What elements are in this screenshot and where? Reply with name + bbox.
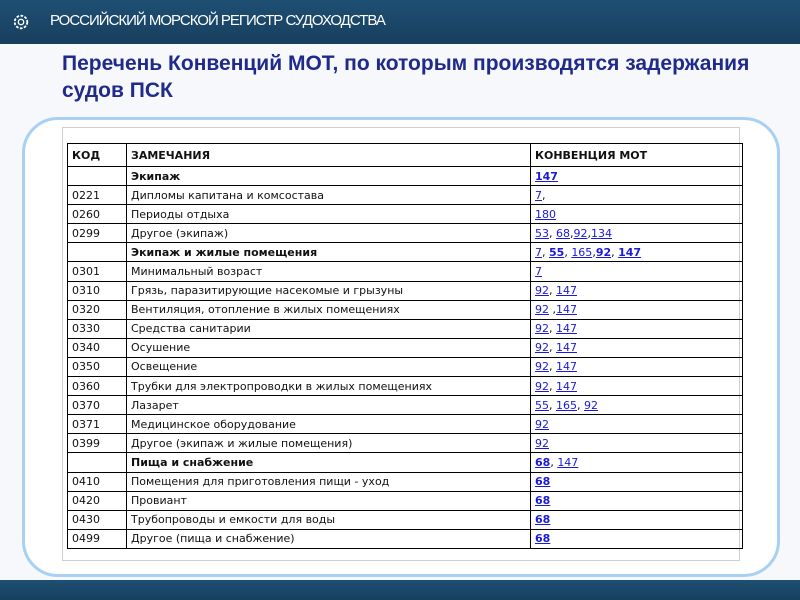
row-conventions — [531, 167, 743, 186]
convention-link[interactable]: 68 — [535, 513, 551, 527]
row-conventions — [531, 338, 743, 357]
convention-link[interactable]: 7 — [535, 245, 542, 259]
table-section-row — [68, 243, 743, 262]
separator: , — [570, 226, 574, 240]
convention-link[interactable]: 147 — [557, 455, 579, 469]
convention-link[interactable]: 55 — [549, 245, 565, 259]
convention-link[interactable]: 147 — [556, 303, 577, 317]
table-row — [68, 529, 743, 548]
row-remark: Другое (экипаж и жилые помещения) — [127, 434, 531, 453]
row-code: 0320 — [68, 300, 127, 319]
convention-link[interactable]: 147 — [618, 245, 642, 259]
row-conventions — [531, 224, 743, 243]
convention-link[interactable]: 92 — [535, 360, 549, 374]
row-code — [68, 243, 127, 262]
table-row — [68, 205, 743, 224]
row-remark: Лазарет — [127, 396, 531, 415]
row-code: 0430 — [68, 510, 127, 529]
table-row — [68, 281, 743, 300]
convention-link[interactable]: 53 — [535, 226, 549, 240]
row-conventions — [531, 472, 743, 491]
row-remark: Трубки для электропроводки в жилых помещениях — [127, 377, 531, 396]
separator: , — [549, 322, 556, 336]
footer-bar — [0, 580, 800, 600]
table-row — [68, 319, 743, 338]
row-remark: Провиант — [127, 491, 531, 510]
convention-link[interactable]: 165 — [556, 398, 577, 412]
table-header-row — [68, 144, 743, 167]
convention-link[interactable]: 92 — [535, 341, 549, 355]
convention-link[interactable]: 147 — [556, 379, 577, 393]
header-code: КОД — [68, 144, 127, 167]
table-row — [68, 357, 743, 376]
row-code: 0410 — [68, 472, 127, 491]
table-row — [68, 434, 743, 453]
convention-link[interactable]: 92 — [535, 322, 549, 336]
row-conventions — [531, 453, 743, 472]
separator: , — [549, 284, 556, 298]
row-code: 0301 — [68, 262, 127, 281]
row-conventions — [531, 510, 743, 529]
separator: , — [549, 360, 556, 374]
row-code: 0330 — [68, 319, 127, 338]
row-conventions — [531, 243, 743, 262]
row-code: 0420 — [68, 491, 127, 510]
header-remarks: ЗАМЕЧАНИЯ — [127, 144, 531, 167]
convention-link[interactable]: 92 — [535, 303, 549, 317]
row-remark: Другое (экипаж) — [127, 224, 531, 243]
table-row — [68, 510, 743, 529]
row-remark: Средства санитарии — [127, 319, 531, 338]
row-code: 0360 — [68, 377, 127, 396]
row-code: 0371 — [68, 415, 127, 434]
separator: , — [549, 398, 556, 412]
table-row — [68, 491, 743, 510]
header-bar — [0, 0, 800, 44]
row-remark: Другое (пища и снабжение) — [127, 529, 531, 548]
row-remark: Помещения для приготовления пищи - уход — [127, 472, 531, 491]
convention-link[interactable]: 68 — [535, 532, 551, 546]
header-convention: КОНВЕНЦИЯ МОТ — [531, 144, 743, 167]
table-row — [68, 415, 743, 434]
convention-link[interactable]: 147 — [556, 284, 577, 298]
table-section-row — [68, 167, 743, 186]
row-conventions — [531, 396, 743, 415]
convention-link[interactable]: 7 — [535, 265, 542, 279]
convention-link[interactable]: 147 — [535, 169, 558, 183]
row-remark: Экипаж — [127, 167, 531, 186]
table-row — [68, 224, 743, 243]
row-code: 0221 — [68, 186, 127, 205]
convention-link[interactable]: 92 — [535, 436, 549, 450]
row-remark: Минимальный возраст — [127, 262, 531, 281]
row-conventions — [531, 319, 743, 338]
table-row — [68, 472, 743, 491]
table-section-row — [68, 453, 743, 472]
convention-link[interactable]: 92 — [573, 226, 588, 240]
row-conventions — [531, 281, 743, 300]
row-remark: Дипломы капитана и комсостава — [127, 186, 531, 205]
convention-link[interactable]: 147 — [556, 360, 577, 374]
separator: , — [542, 245, 549, 259]
separator: , — [587, 226, 591, 240]
convention-link[interactable]: 68 — [535, 475, 551, 489]
row-code: 0499 — [68, 529, 127, 548]
row-remark: Пища и снабжение — [127, 453, 531, 472]
convention-link[interactable]: 92 — [535, 417, 549, 431]
separator: , — [542, 188, 546, 202]
convention-link[interactable]: 92 — [535, 379, 549, 393]
organization-name: РОССИЙСКИЙ МОРСКОЙ РЕГИСТР СУДОХОДСТВА — [50, 12, 385, 29]
convention-link[interactable]: 165 — [571, 245, 593, 259]
conventions-table — [67, 143, 743, 549]
convention-link[interactable]: 134 — [591, 226, 612, 240]
gear-emblem-icon — [12, 13, 30, 31]
separator: , — [611, 245, 619, 259]
convention-link[interactable]: 92 — [535, 284, 549, 298]
table-container — [62, 127, 740, 561]
row-conventions — [531, 186, 743, 205]
row-conventions — [531, 377, 743, 396]
row-remark: Периоды отдыха — [127, 205, 531, 224]
row-code: 0399 — [68, 434, 127, 453]
row-code: 0310 — [68, 281, 127, 300]
separator: , — [549, 341, 556, 355]
separator: , — [592, 245, 596, 259]
row-remark: Экипаж и жилые помещения — [127, 243, 531, 262]
convention-link[interactable]: 68 — [535, 455, 551, 469]
convention-link[interactable]: 147 — [556, 341, 577, 355]
page-title: Перечень Конвенций МОТ, по которым производятся задержания судов ПСК — [62, 52, 750, 102]
table-row — [68, 338, 743, 357]
row-remark: Освещение — [127, 357, 531, 376]
row-code: 0340 — [68, 338, 127, 357]
row-code: 0299 — [68, 224, 127, 243]
table-row — [68, 396, 743, 415]
row-conventions — [531, 491, 743, 510]
separator: , — [549, 303, 556, 317]
separator: , — [577, 398, 584, 412]
convention-link[interactable]: 68 — [556, 226, 570, 240]
row-conventions — [531, 262, 743, 281]
table-row — [68, 186, 743, 205]
separator: , — [549, 379, 556, 393]
convention-link[interactable]: 68 — [535, 494, 551, 508]
separator: , — [550, 455, 558, 469]
row-conventions — [531, 357, 743, 376]
convention-link[interactable]: 7 — [535, 188, 542, 202]
row-remark: Вентиляция, отопление в жилых помещениях — [127, 300, 531, 319]
table-row — [68, 377, 743, 396]
row-remark: Медицинское оборудование — [127, 415, 531, 434]
row-conventions — [531, 529, 743, 548]
row-remark: Грязь, паразитирующие насекомые и грызуны — [127, 281, 531, 300]
row-code: 0370 — [68, 396, 127, 415]
convention-link[interactable]: 55 — [535, 398, 549, 412]
convention-link[interactable]: 92 — [595, 245, 612, 259]
row-code: 0260 — [68, 205, 127, 224]
row-code: 0350 — [68, 357, 127, 376]
row-remark: Трубопроводы и емкости для воды — [127, 510, 531, 529]
convention-link[interactable]: 180 — [535, 207, 556, 221]
table-row — [68, 262, 743, 281]
row-code — [68, 167, 127, 186]
convention-link[interactable]: 147 — [556, 322, 577, 336]
row-conventions — [531, 300, 743, 319]
separator: , — [564, 245, 572, 259]
row-conventions — [531, 415, 743, 434]
table-body — [68, 167, 743, 549]
row-conventions — [531, 205, 743, 224]
row-remark: Осушение — [127, 338, 531, 357]
separator: , — [549, 226, 556, 240]
convention-link[interactable]: 92 — [584, 398, 598, 412]
row-conventions — [531, 434, 743, 453]
row-code — [68, 453, 127, 472]
table-row — [68, 300, 743, 319]
